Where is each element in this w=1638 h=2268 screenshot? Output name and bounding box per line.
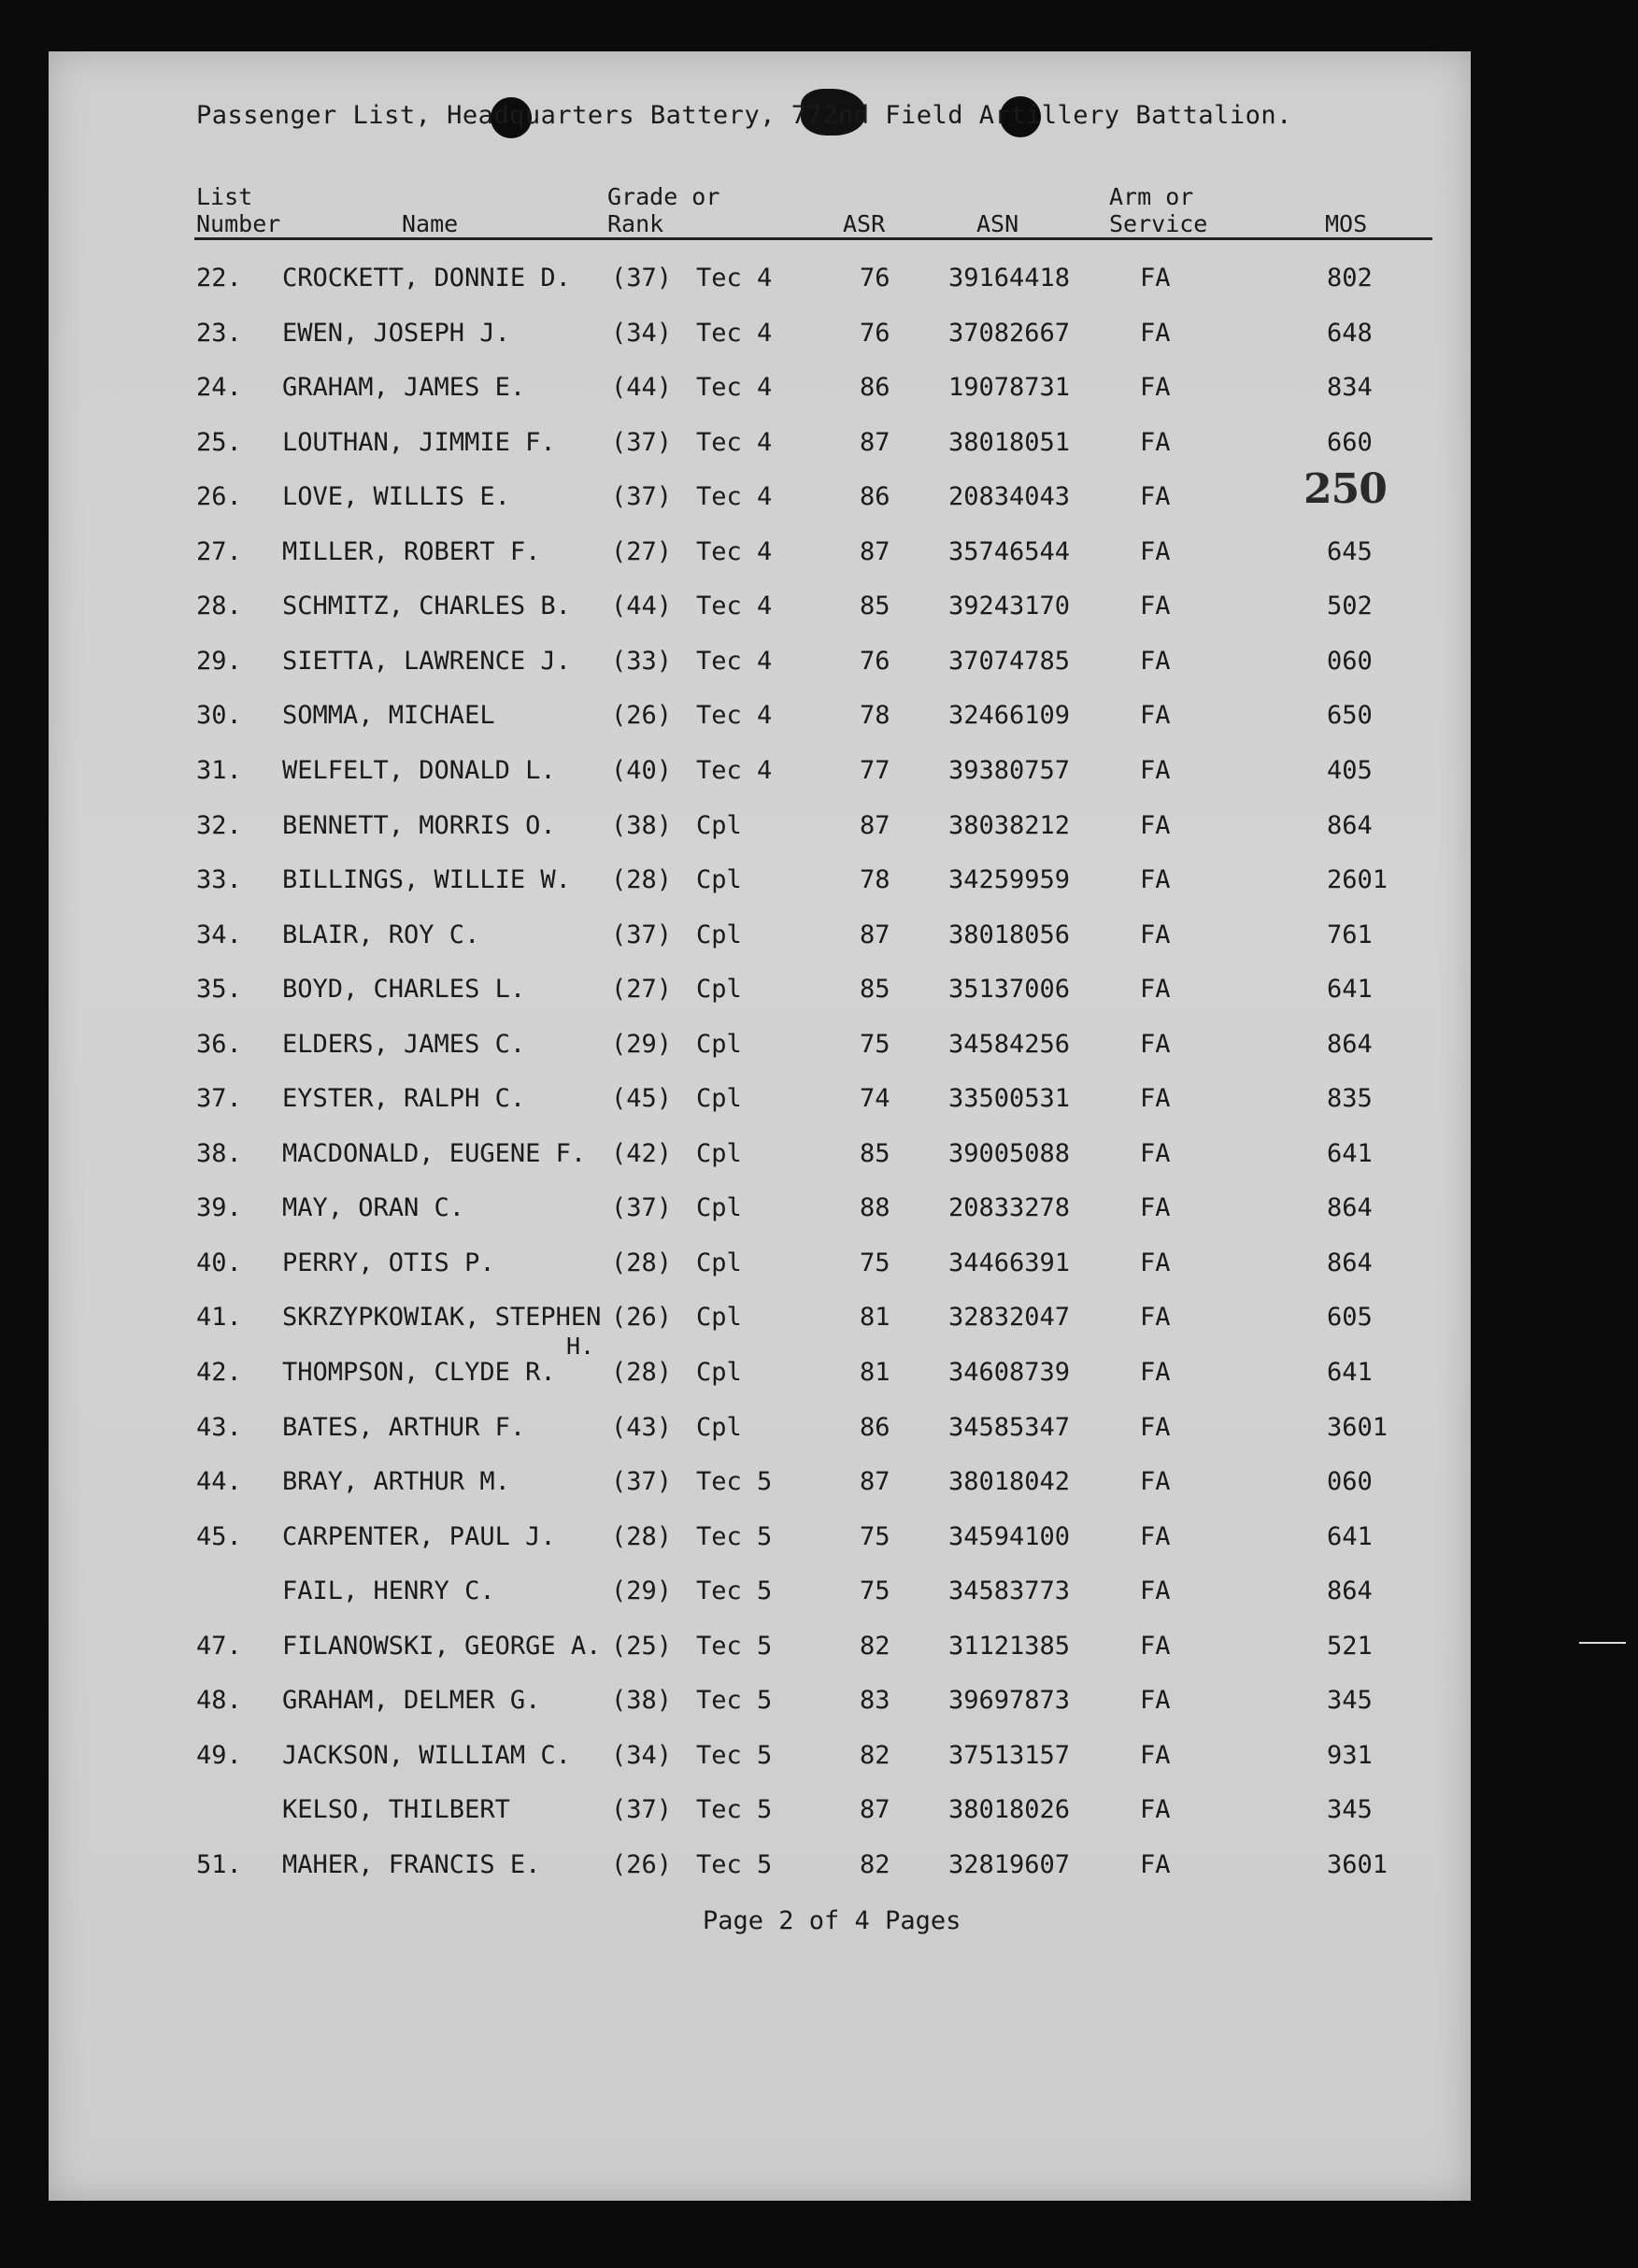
table-row bbox=[0, 1522, 1638, 1560]
name-continuation: H. bbox=[566, 1333, 595, 1360]
table-row bbox=[0, 1576, 1638, 1614]
cell-mos: 605 bbox=[1327, 1303, 1373, 1332]
cell-asr: 82 bbox=[860, 1632, 890, 1661]
cell-asn: 34608739 bbox=[948, 1358, 1071, 1387]
cell-rank: Tec 5 bbox=[696, 1632, 773, 1661]
cell-asn: 32819607 bbox=[948, 1850, 1071, 1879]
cell-num: 39. bbox=[196, 1193, 242, 1222]
table-row bbox=[0, 1358, 1638, 1395]
table-row bbox=[0, 1795, 1638, 1833]
cell-asr: 87 bbox=[860, 537, 890, 566]
table-row bbox=[0, 1850, 1638, 1888]
cell-arm: FA bbox=[1140, 1576, 1171, 1605]
cell-grade: (40) bbox=[611, 756, 673, 785]
cell-asn: 20834043 bbox=[948, 482, 1071, 511]
cell-num: 49. bbox=[196, 1741, 242, 1770]
cell-grade: (26) bbox=[611, 1850, 673, 1879]
cell-rank: Cpl bbox=[696, 1193, 742, 1222]
table-row bbox=[0, 1139, 1638, 1177]
cell-name: FAIL, HENRY C. bbox=[282, 1576, 495, 1605]
cell-rank: Cpl bbox=[696, 1358, 742, 1387]
cell-name: CROCKETT, DONNIE D. bbox=[282, 264, 571, 292]
cell-num: 43. bbox=[196, 1413, 242, 1442]
cell-arm: FA bbox=[1140, 1358, 1171, 1387]
cell-mos: 834 bbox=[1327, 373, 1373, 402]
cell-num: 34. bbox=[196, 920, 242, 949]
cell-name: BOYD, CHARLES L. bbox=[282, 975, 526, 1004]
cell-asr: 86 bbox=[860, 482, 890, 511]
cell-asr: 77 bbox=[860, 756, 890, 785]
table-row bbox=[0, 1686, 1638, 1723]
table-row bbox=[0, 428, 1638, 465]
cell-grade: (44) bbox=[611, 373, 673, 402]
cell-name: GRAHAM, DELMER G. bbox=[282, 1686, 541, 1715]
cell-asr: 75 bbox=[860, 1030, 890, 1059]
cell-name: PERRY, OTIS P. bbox=[282, 1248, 495, 1277]
cell-mos: 645 bbox=[1327, 537, 1373, 566]
cell-grade: (34) bbox=[611, 319, 673, 348]
cell-name: FILANOWSKI, GEORGE A. bbox=[282, 1632, 602, 1661]
cell-mos: 835 bbox=[1327, 1084, 1373, 1113]
cell-asn: 34594100 bbox=[948, 1522, 1071, 1551]
cell-asr: 75 bbox=[860, 1576, 890, 1605]
cell-asn: 39697873 bbox=[948, 1686, 1071, 1715]
cell-name: MAHER, FRANCIS E. bbox=[282, 1850, 541, 1879]
cell-name: EWEN, JOSEPH J. bbox=[282, 319, 510, 348]
table-row bbox=[0, 1193, 1638, 1231]
cell-rank: Tec 5 bbox=[696, 1522, 773, 1551]
cell-name: SKRZYPKOWIAK, STEPHEN bbox=[282, 1303, 602, 1332]
cell-mos: 641 bbox=[1327, 975, 1373, 1004]
cell-grade: (29) bbox=[611, 1576, 673, 1605]
cell-rank: Tec 5 bbox=[696, 1741, 773, 1770]
cell-asn: 38018042 bbox=[948, 1467, 1071, 1496]
table-row bbox=[0, 811, 1638, 849]
cell-grade: (38) bbox=[611, 1686, 673, 1715]
cell-arm: FA bbox=[1140, 1084, 1171, 1113]
header-name: Name bbox=[402, 210, 459, 237]
cell-grade: (34) bbox=[611, 1741, 673, 1770]
cell-grade: (42) bbox=[611, 1139, 673, 1168]
cell-mos: 864 bbox=[1327, 1576, 1373, 1605]
cell-rank: Cpl bbox=[696, 1084, 742, 1113]
cell-grade: (43) bbox=[611, 1413, 673, 1442]
cell-grade: (44) bbox=[611, 592, 673, 620]
table-row bbox=[0, 1030, 1638, 1067]
cell-num: 40. bbox=[196, 1248, 242, 1277]
cell-arm: FA bbox=[1140, 1522, 1171, 1551]
cell-num: 42. bbox=[196, 1358, 242, 1387]
cell-name: LOUTHAN, JIMMIE F. bbox=[282, 428, 556, 457]
cell-rank: Tec 4 bbox=[696, 592, 773, 620]
cell-num: 33. bbox=[196, 865, 242, 894]
cell-mos: 931 bbox=[1327, 1741, 1373, 1770]
cell-grade: (37) bbox=[611, 428, 673, 457]
cell-num: 27. bbox=[196, 537, 242, 566]
cell-arm: FA bbox=[1140, 1795, 1171, 1824]
cell-grade: (28) bbox=[611, 1248, 673, 1277]
page-stamp: 250 bbox=[1303, 465, 1387, 513]
header-rule bbox=[194, 237, 1432, 240]
cell-name: BLAIR, ROY C. bbox=[282, 920, 480, 949]
cell-name: BENNETT, MORRIS O. bbox=[282, 811, 556, 840]
cell-name: THOMPSON, CLYDE R. bbox=[282, 1358, 556, 1387]
cell-num: 25. bbox=[196, 428, 242, 457]
cell-rank: Cpl bbox=[696, 1413, 742, 1442]
cell-mos: 345 bbox=[1327, 1686, 1373, 1715]
cell-grade: (38) bbox=[611, 811, 673, 840]
cell-mos: 864 bbox=[1327, 1193, 1373, 1222]
cell-arm: FA bbox=[1140, 1303, 1171, 1332]
table-row bbox=[0, 1741, 1638, 1778]
cell-arm: FA bbox=[1140, 1850, 1171, 1879]
cell-asr: 76 bbox=[860, 647, 890, 676]
cell-asn: 39164418 bbox=[948, 264, 1071, 292]
cell-num: 28. bbox=[196, 592, 242, 620]
cell-mos: 650 bbox=[1327, 701, 1373, 730]
cell-rank: Cpl bbox=[696, 1139, 742, 1168]
cell-num: 35. bbox=[196, 975, 242, 1004]
table-row bbox=[0, 756, 1638, 793]
cell-asn: 32466109 bbox=[948, 701, 1071, 730]
cell-arm: FA bbox=[1140, 920, 1171, 949]
header-grade-rank: Grade or Rank bbox=[607, 183, 720, 237]
cell-num: 36. bbox=[196, 1030, 242, 1059]
cell-asr: 76 bbox=[860, 264, 890, 292]
header-asn: ASN bbox=[976, 210, 1019, 237]
cell-asr: 87 bbox=[860, 1795, 890, 1824]
cell-asn: 39005088 bbox=[948, 1139, 1071, 1168]
cell-arm: FA bbox=[1140, 1413, 1171, 1442]
cell-mos: 345 bbox=[1327, 1795, 1373, 1824]
cell-name: WELFELT, DONALD L. bbox=[282, 756, 556, 785]
cell-num: 23. bbox=[196, 319, 242, 348]
cell-grade: (45) bbox=[611, 1084, 673, 1113]
cell-asn: 39243170 bbox=[948, 592, 1071, 620]
cell-grade: (37) bbox=[611, 1467, 673, 1496]
cell-asn: 39380757 bbox=[948, 756, 1071, 785]
table-row bbox=[0, 1413, 1638, 1450]
cell-arm: FA bbox=[1140, 428, 1171, 457]
cell-num: 47. bbox=[196, 1632, 242, 1661]
cell-num: 41. bbox=[196, 1303, 242, 1332]
cell-mos: 2601 bbox=[1327, 865, 1389, 894]
cell-mos: 3601 bbox=[1327, 1413, 1389, 1442]
cell-mos: 864 bbox=[1327, 1248, 1373, 1277]
cell-mos: 802 bbox=[1327, 264, 1373, 292]
cell-asr: 87 bbox=[860, 1467, 890, 1496]
cell-mos: 502 bbox=[1327, 592, 1373, 620]
cell-asn: 31121385 bbox=[948, 1632, 1071, 1661]
cell-arm: FA bbox=[1140, 373, 1171, 402]
cell-asn: 35137006 bbox=[948, 975, 1071, 1004]
cell-name: MAY, ORAN C. bbox=[282, 1193, 465, 1222]
table-row bbox=[0, 537, 1638, 575]
cell-name: LOVE, WILLIS E. bbox=[282, 482, 510, 511]
cell-rank: Tec 4 bbox=[696, 647, 773, 676]
cell-grade: (27) bbox=[611, 537, 673, 566]
cell-rank: Tec 4 bbox=[696, 264, 773, 292]
cell-name: SOMMA, MICHAEL bbox=[282, 701, 495, 730]
cell-mos: 641 bbox=[1327, 1358, 1373, 1387]
table-row bbox=[0, 1467, 1638, 1505]
cell-grade: (25) bbox=[611, 1632, 673, 1661]
cell-rank: Cpl bbox=[696, 1303, 742, 1332]
table-row bbox=[0, 975, 1638, 1012]
cell-rank: Tec 5 bbox=[696, 1795, 773, 1824]
cell-rank: Tec 4 bbox=[696, 373, 773, 402]
cell-asr: 82 bbox=[860, 1850, 890, 1879]
cell-rank: Cpl bbox=[696, 811, 742, 840]
cell-num: 29. bbox=[196, 647, 242, 676]
cell-arm: FA bbox=[1140, 319, 1171, 348]
cell-rank: Cpl bbox=[696, 865, 742, 894]
cell-num: 44. bbox=[196, 1467, 242, 1496]
cell-name: JACKSON, WILLIAM C. bbox=[282, 1741, 571, 1770]
table-row bbox=[0, 701, 1638, 738]
table-row bbox=[0, 264, 1638, 301]
cell-rank: Tec 4 bbox=[696, 701, 773, 730]
cell-grade: (37) bbox=[611, 482, 673, 511]
cell-asn: 34583773 bbox=[948, 1576, 1071, 1605]
document-title: Passenger List, Headquarters Battery, 772nd Field Artillery Battalion. bbox=[196, 101, 1292, 130]
cell-asn: 33500531 bbox=[948, 1084, 1071, 1113]
cell-name: SCHMITZ, CHARLES B. bbox=[282, 592, 571, 620]
cell-arm: FA bbox=[1140, 1139, 1171, 1168]
cell-asn: 20833278 bbox=[948, 1193, 1071, 1222]
cell-asn: 19078731 bbox=[948, 373, 1071, 402]
cell-asn: 32832047 bbox=[948, 1303, 1071, 1332]
cell-arm: FA bbox=[1140, 1248, 1171, 1277]
cell-rank: Tec 4 bbox=[696, 537, 773, 566]
cell-grade: (26) bbox=[611, 1303, 673, 1332]
cell-asn: 38018056 bbox=[948, 920, 1071, 949]
cell-mos: 864 bbox=[1327, 811, 1373, 840]
cell-num: 38. bbox=[196, 1139, 242, 1168]
table-row bbox=[0, 1084, 1638, 1121]
cell-arm: FA bbox=[1140, 811, 1171, 840]
cell-asn: 38038212 bbox=[948, 811, 1071, 840]
cell-arm: FA bbox=[1140, 1686, 1171, 1715]
cell-arm: FA bbox=[1140, 592, 1171, 620]
cell-num: 48. bbox=[196, 1686, 242, 1715]
cell-rank: Tec 4 bbox=[696, 319, 773, 348]
cell-num: 32. bbox=[196, 811, 242, 840]
cell-mos: 864 bbox=[1327, 1030, 1373, 1059]
cell-grade: (28) bbox=[611, 1358, 673, 1387]
cell-name: KELSO, THILBERT bbox=[282, 1795, 510, 1824]
cell-arm: FA bbox=[1140, 264, 1171, 292]
cell-name: CARPENTER, PAUL J. bbox=[282, 1522, 556, 1551]
cell-asn: 38018026 bbox=[948, 1795, 1071, 1824]
header-arm-service: Arm or Service bbox=[1109, 183, 1208, 237]
cell-asr: 87 bbox=[860, 811, 890, 840]
cell-num: 24. bbox=[196, 373, 242, 402]
cell-arm: FA bbox=[1140, 537, 1171, 566]
cell-rank: Tec 4 bbox=[696, 428, 773, 457]
table-row bbox=[0, 592, 1638, 629]
cell-mos: 660 bbox=[1327, 428, 1373, 457]
cell-arm: FA bbox=[1140, 1193, 1171, 1222]
cell-asn: 34584256 bbox=[948, 1030, 1071, 1059]
cell-asr: 75 bbox=[860, 1248, 890, 1277]
cell-mos: 3601 bbox=[1327, 1850, 1389, 1879]
cell-asn: 37074785 bbox=[948, 647, 1071, 676]
cell-arm: FA bbox=[1140, 701, 1171, 730]
cell-asr: 85 bbox=[860, 1139, 890, 1168]
cell-asn: 34585347 bbox=[948, 1413, 1071, 1442]
cell-asr: 86 bbox=[860, 373, 890, 402]
cell-mos: 405 bbox=[1327, 756, 1373, 785]
cell-rank: Tec 5 bbox=[696, 1576, 773, 1605]
cell-rank: Cpl bbox=[696, 975, 742, 1004]
cell-grade: (37) bbox=[611, 1795, 673, 1824]
cell-asn: 37513157 bbox=[948, 1741, 1071, 1770]
table-row bbox=[0, 1632, 1638, 1669]
cell-name: BRAY, ARTHUR M. bbox=[282, 1467, 510, 1496]
cell-mos: 648 bbox=[1327, 319, 1373, 348]
cell-num: 31. bbox=[196, 756, 242, 785]
cell-arm: FA bbox=[1140, 1632, 1171, 1661]
cell-asr: 81 bbox=[860, 1358, 890, 1387]
cell-mos: 060 bbox=[1327, 1467, 1373, 1496]
cell-grade: (33) bbox=[611, 647, 673, 676]
header-list-number: List Number bbox=[196, 183, 281, 237]
cell-asr: 78 bbox=[860, 865, 890, 894]
cell-rank: Tec 5 bbox=[696, 1686, 773, 1715]
table-row bbox=[0, 373, 1638, 410]
cell-asn: 34466391 bbox=[948, 1248, 1071, 1277]
cell-asr: 82 bbox=[860, 1741, 890, 1770]
cell-asr: 75 bbox=[860, 1522, 890, 1551]
cell-grade: (28) bbox=[611, 865, 673, 894]
cell-rank: Cpl bbox=[696, 1248, 742, 1277]
header-mos: MOS bbox=[1325, 210, 1368, 237]
cell-arm: FA bbox=[1140, 647, 1171, 676]
cell-arm: FA bbox=[1140, 482, 1171, 511]
cell-arm: FA bbox=[1140, 975, 1171, 1004]
cell-mos: 641 bbox=[1327, 1139, 1373, 1168]
cell-asr: 85 bbox=[860, 592, 890, 620]
cell-asr: 76 bbox=[860, 319, 890, 348]
cell-arm: FA bbox=[1140, 1467, 1171, 1496]
cell-arm: FA bbox=[1140, 1030, 1171, 1059]
cell-name: BILLINGS, WILLIE W. bbox=[282, 865, 571, 894]
cell-grade: (29) bbox=[611, 1030, 673, 1059]
cell-grade: (28) bbox=[611, 1522, 673, 1551]
cell-asr: 88 bbox=[860, 1193, 890, 1222]
cell-rank: Tec 4 bbox=[696, 482, 773, 511]
cell-rank: Tec 5 bbox=[696, 1467, 773, 1496]
cell-name: ELDERS, JAMES C. bbox=[282, 1030, 526, 1059]
cell-name: EYSTER, RALPH C. bbox=[282, 1084, 526, 1113]
cell-asr: 81 bbox=[860, 1303, 890, 1332]
cell-grade: (37) bbox=[611, 920, 673, 949]
edge-mark bbox=[1579, 1642, 1626, 1644]
cell-arm: FA bbox=[1140, 756, 1171, 785]
cell-rank: Tec 5 bbox=[696, 1850, 773, 1879]
cell-rank: Cpl bbox=[696, 920, 742, 949]
cell-asr: 78 bbox=[860, 701, 890, 730]
table-row bbox=[0, 319, 1638, 356]
table-row bbox=[0, 920, 1638, 958]
cell-mos: 761 bbox=[1327, 920, 1373, 949]
cell-grade: (37) bbox=[611, 1193, 673, 1222]
cell-name: GRAHAM, JAMES E. bbox=[282, 373, 526, 402]
table-row bbox=[0, 1248, 1638, 1286]
cell-arm: FA bbox=[1140, 865, 1171, 894]
table-row bbox=[0, 482, 1638, 520]
cell-num: 30. bbox=[196, 701, 242, 730]
cell-asr: 74 bbox=[860, 1084, 890, 1113]
cell-asn: 38018051 bbox=[948, 428, 1071, 457]
cell-asr: 87 bbox=[860, 920, 890, 949]
cell-mos: 641 bbox=[1327, 1522, 1373, 1551]
cell-asr: 87 bbox=[860, 428, 890, 457]
table-row bbox=[0, 647, 1638, 684]
cell-mos: 521 bbox=[1327, 1632, 1373, 1661]
cell-asn: 34259959 bbox=[948, 865, 1071, 894]
cell-grade: (37) bbox=[611, 264, 673, 292]
table-row bbox=[0, 865, 1638, 903]
cell-num: 51. bbox=[196, 1850, 242, 1879]
header-asr: ASR bbox=[843, 210, 886, 237]
cell-name: SIETTA, LAWRENCE J. bbox=[282, 647, 571, 676]
cell-grade: (27) bbox=[611, 975, 673, 1004]
cell-num: 26. bbox=[196, 482, 242, 511]
cell-asr: 86 bbox=[860, 1413, 890, 1442]
cell-grade: (26) bbox=[611, 701, 673, 730]
cell-asr: 85 bbox=[860, 975, 890, 1004]
cell-asn: 37082667 bbox=[948, 319, 1071, 348]
cell-name: MACDONALD, EUGENE F. bbox=[282, 1139, 587, 1168]
page-footer: Page 2 of 4 Pages bbox=[703, 1906, 961, 1935]
cell-asn: 35746544 bbox=[948, 537, 1071, 566]
cell-num: 45. bbox=[196, 1522, 242, 1551]
cell-asr: 83 bbox=[860, 1686, 890, 1715]
cell-arm: FA bbox=[1140, 1741, 1171, 1770]
cell-name: MILLER, ROBERT F. bbox=[282, 537, 541, 566]
cell-rank: Cpl bbox=[696, 1030, 742, 1059]
table-row bbox=[0, 1303, 1638, 1340]
cell-num: 22. bbox=[196, 264, 242, 292]
cell-name: BATES, ARTHUR F. bbox=[282, 1413, 526, 1442]
cell-mos: 060 bbox=[1327, 647, 1373, 676]
cell-rank: Tec 4 bbox=[696, 756, 773, 785]
cell-num: 37. bbox=[196, 1084, 242, 1113]
